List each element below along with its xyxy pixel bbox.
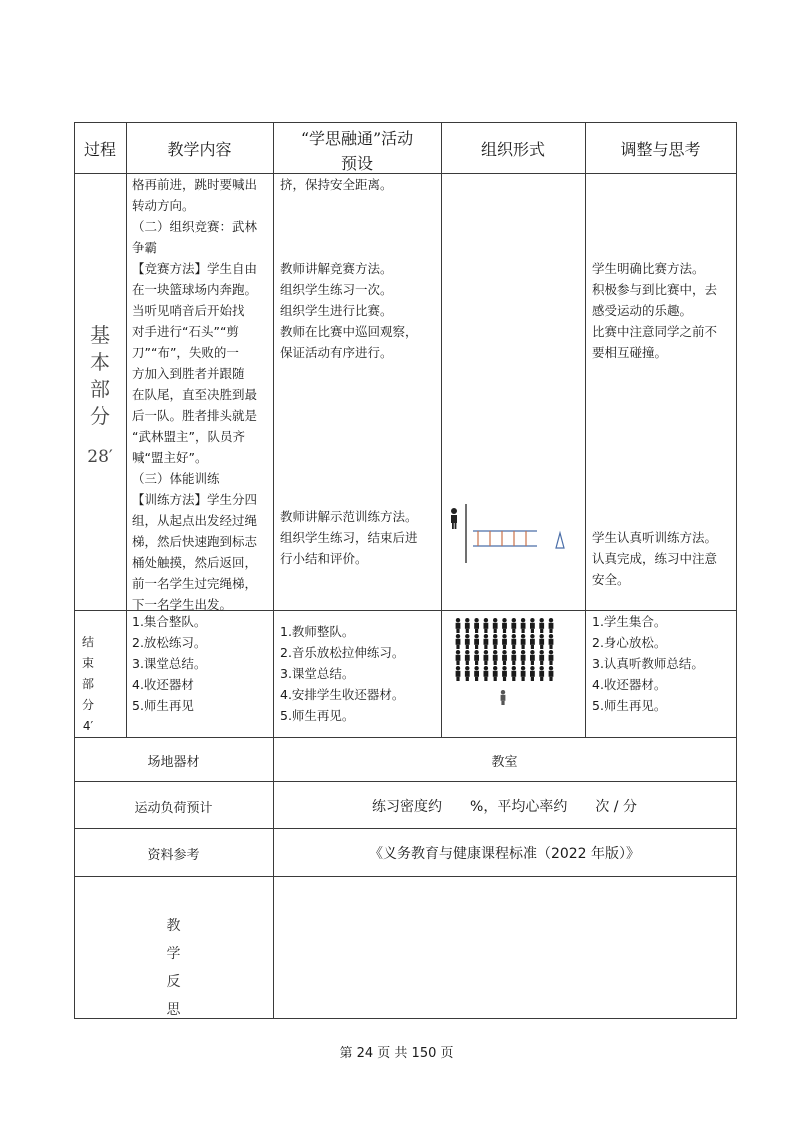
- activity-line: 5.师生再见。: [280, 708, 355, 723]
- reflect-competition: [592, 258, 735, 363]
- duration: 4′: [82, 719, 94, 733]
- label-char: 分: [90, 404, 110, 428]
- end-section-label: [74, 632, 102, 737]
- student-icon: [465, 618, 470, 633]
- student-icon: [521, 618, 526, 633]
- cone-icon: [556, 533, 564, 548]
- reflect-line: 2.身心放松。: [592, 635, 667, 650]
- content-line: 桶处触摸，然后返回，: [132, 555, 258, 570]
- content-line: 梯，然后快速跑到标志: [132, 534, 258, 549]
- label-char: 反: [166, 974, 181, 990]
- content-line: （二）组织竞赛：武林: [132, 219, 258, 234]
- header-reflection: 调整与思考: [620, 140, 701, 159]
- reflect-line: 3.认真听教师总结。: [592, 656, 704, 671]
- student-icon: [474, 618, 479, 633]
- student-icon: [484, 650, 489, 665]
- content-line: 转动方向。: [132, 198, 195, 213]
- student-icon: [493, 618, 498, 633]
- content-line: 【训练方法】学生分四: [132, 492, 258, 507]
- student-icon: [465, 634, 470, 649]
- content-line: 喊“盟主好”。: [132, 450, 208, 465]
- label-char: 束: [81, 656, 94, 670]
- content-line: 争霸: [132, 240, 158, 255]
- end-activity: [280, 621, 440, 726]
- student-icon: [539, 666, 544, 681]
- header-organization: 组织形式: [480, 140, 545, 159]
- activity-top: 挤，保持安全距离。: [280, 177, 393, 192]
- content-line: 组，从起点出发经过绳: [132, 513, 258, 528]
- student-icon: [511, 666, 516, 681]
- student-formation-diagram: [452, 616, 562, 711]
- student-icon: [521, 634, 526, 649]
- student-icon: [484, 666, 489, 681]
- header-process: 过程: [83, 140, 116, 159]
- load-value: 练习密度约 %，平均心率约 次 / 分: [372, 799, 637, 815]
- student-icon: [530, 666, 535, 681]
- content-line: 下一名学生出发。: [132, 597, 233, 612]
- basic-content: [132, 174, 272, 615]
- reflect-line: 要相互碰撞。: [592, 345, 668, 360]
- activity-line: 教师讲解示范训练方法。: [280, 509, 418, 524]
- activity-competition: [280, 258, 440, 363]
- content-line: 前一名学生过完绳梯，: [132, 576, 258, 591]
- student-icon: [502, 650, 507, 665]
- student-icon: [456, 650, 461, 665]
- reflect-line: 学生明确比赛方法。: [592, 261, 705, 276]
- activity-line: 保证活动有序进行。: [280, 345, 393, 360]
- activity-line: 教师讲解竞赛方法。: [280, 261, 393, 276]
- reflect-line: 比赛中注意同学之前不: [592, 324, 718, 339]
- student-icon: [511, 634, 516, 649]
- activity-line: 2.音乐放松拉伸练习。: [280, 645, 405, 660]
- page-footer: 第 24 页 共 150 页: [339, 1046, 454, 1061]
- activity-line: 3.课堂总结。: [280, 666, 355, 681]
- student-icon: [530, 618, 535, 633]
- content-line: 在一块篮球场内奔跑。: [132, 282, 258, 297]
- reflection-label: [74, 912, 273, 1024]
- content-line: 当听见哨音后开始找: [132, 303, 245, 318]
- header-activity-line1: “学思融通”活动: [300, 129, 414, 148]
- student-icon: [456, 634, 461, 649]
- label-char: 部: [81, 677, 94, 691]
- student-icon: [511, 650, 516, 665]
- student-icon: [502, 618, 507, 633]
- label-char: 思: [166, 1002, 181, 1018]
- load-label: 运动负荷预计: [134, 801, 213, 816]
- student-icon: [530, 650, 535, 665]
- content-line: 【竞赛方法】学生自由: [132, 261, 258, 276]
- label-char: 本: [90, 350, 110, 374]
- student-icon: [549, 650, 554, 665]
- student-icon: [549, 634, 554, 649]
- teacher-icon: [501, 690, 506, 705]
- student-icon: [456, 666, 461, 681]
- reference-value: 《义务教育与健康课程标准（2022 年版）》: [368, 846, 641, 862]
- reflect-training: [592, 527, 735, 590]
- student-icon: [484, 618, 489, 633]
- activity-line: 4.安排学生收还器材。: [280, 687, 405, 702]
- reflect-line: 4.收还器材。: [592, 677, 667, 692]
- reflection-content-area[interactable]: [274, 877, 736, 1018]
- content-line: 5.师生再见: [132, 698, 194, 713]
- content-line: 对手进行“石头”“剪: [132, 324, 239, 339]
- end-reflect: [592, 611, 735, 716]
- student-icon: [502, 634, 507, 649]
- student-icon: [530, 634, 535, 649]
- student-icon: [465, 666, 470, 681]
- duration: 28′: [87, 447, 113, 467]
- content-line: 格再前进，跳时要喊出: [132, 177, 258, 192]
- venue-value: 教室: [491, 755, 518, 770]
- student-icon: [474, 650, 479, 665]
- activity-line: 组织学生练习，结束后进: [280, 530, 418, 545]
- content-line: 3.课堂总结。: [132, 656, 207, 671]
- student-icon: [502, 666, 507, 681]
- student-icon: [539, 618, 544, 633]
- content-line: “武林盟主”，队员齐: [132, 429, 245, 444]
- label-char: 基: [90, 323, 110, 347]
- content-line: 4.收还器材: [132, 677, 194, 692]
- content-line: 在队尾，直至决胜到最: [132, 387, 258, 402]
- reflect-line: 认真完成，练习中注意: [592, 551, 718, 566]
- basic-section-label: [74, 322, 126, 471]
- student-icon: [493, 650, 498, 665]
- student-icon: [484, 634, 489, 649]
- content-line: 后一队。胜者排头就是: [132, 408, 258, 423]
- activity-training: [280, 506, 440, 569]
- student-icon: [549, 618, 554, 633]
- header-content: 教学内容: [167, 140, 232, 159]
- content-line: 2.放松练习。: [132, 635, 207, 650]
- student-icon: [465, 650, 470, 665]
- student-icon: [493, 666, 498, 681]
- header-activity-line2: 预设: [340, 154, 373, 173]
- activity-line: 组织学生练习一次。: [280, 282, 393, 297]
- content-line: （三）体能训练: [132, 471, 220, 486]
- student-icon: [539, 634, 544, 649]
- venue-label: 场地器材: [147, 755, 200, 770]
- activity-line: 行小结和评价。: [280, 551, 368, 566]
- content-line: 方加入到胜者并跟随: [132, 366, 245, 381]
- student-icon: [549, 666, 554, 681]
- teacher-icon: [451, 508, 457, 529]
- label-char: 学: [166, 946, 181, 962]
- student-icon: [511, 618, 516, 633]
- activity-line: 1.教师整队。: [280, 624, 355, 639]
- label-char: 部: [90, 377, 110, 401]
- end-content: [132, 611, 272, 716]
- reflect-line: 积极参与到比赛中，去: [592, 282, 718, 297]
- activity-line: 组织学生进行比赛。: [280, 303, 393, 318]
- reflect-line: 1.学生集合。: [592, 614, 667, 629]
- reference-label: 资料参考: [147, 848, 200, 863]
- reflect-line: 5.师生再见。: [592, 698, 667, 713]
- student-icon: [493, 634, 498, 649]
- student-icon: [456, 618, 461, 633]
- label-char: 结: [81, 635, 94, 649]
- ladder-drill-diagram: [445, 500, 580, 570]
- student-icon: [521, 666, 526, 681]
- content-line: 1.集合整队。: [132, 614, 207, 629]
- reflect-line: 安全。: [592, 572, 630, 587]
- student-icon: [474, 634, 479, 649]
- reflect-line: 学生认真听训练方法。: [592, 530, 718, 545]
- label-char: 分: [81, 698, 94, 712]
- activity-line: 教师在比赛中巡回观察，: [280, 324, 418, 339]
- content-line: 刀”“布”，失败的一: [132, 345, 239, 360]
- student-icon: [521, 650, 526, 665]
- reflect-line: 感受运动的乐趣。: [592, 303, 693, 318]
- rope-ladder-icon: [473, 531, 537, 546]
- student-icon: [474, 666, 479, 681]
- student-icon: [539, 650, 544, 665]
- label-char: 教: [166, 918, 181, 934]
